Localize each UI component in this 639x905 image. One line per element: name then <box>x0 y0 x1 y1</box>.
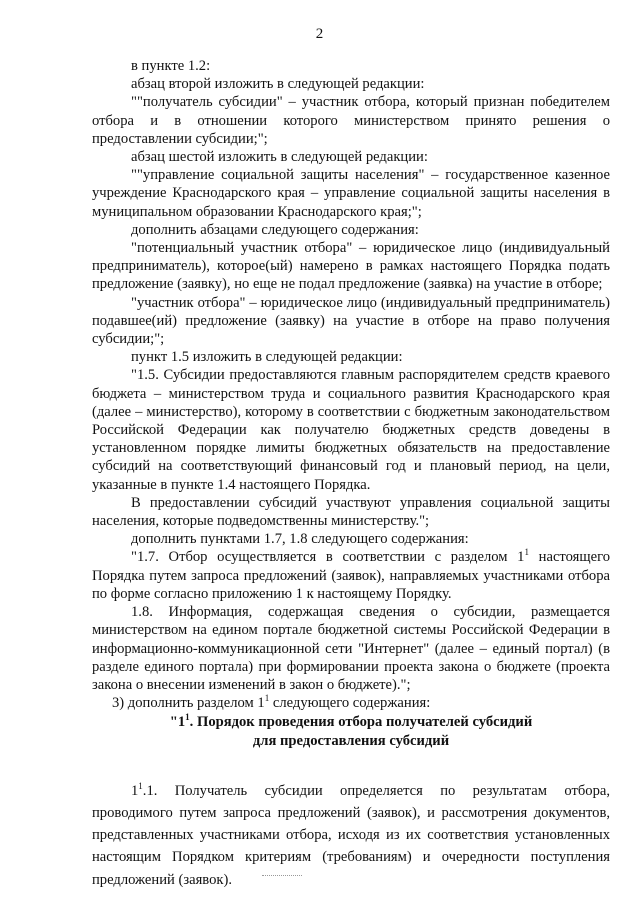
document-body <box>92 57 610 891</box>
paragraph: абзац шестой изложить в следующей редакции: <box>131 149 428 166</box>
paragraph: дополнить пунктами 1.7, 1.8 следующего содержания: <box>131 531 469 548</box>
paragraph: пункт 1.5 изложить в следующей редакции: <box>131 349 403 366</box>
superscript: 1 <box>185 712 190 723</box>
paragraph-add-section <box>92 694 610 712</box>
paragraph: дополнить абзацами следующего содержания: <box>131 221 419 238</box>
paragraph-text: следующего содержания: <box>272 695 431 712</box>
paragraph-text: "1.7. Отбор осуществляется в соответствии с разделом 1 <box>131 549 525 566</box>
paragraph-1-7 <box>92 548 610 603</box>
paragraph: ""управление социальной защиты населения" – государственное казенное учреждение Краснодарского края – управление социальной защиты населения в муниципальном образовании Краснодарского края;"; <box>92 167 610 220</box>
paragraph: ""получатель субсидии" – участник отбора, который признан победителем отбора и в отношении которого министерством принято решения о предоставлении субсидии;"; <box>92 94 610 147</box>
superscript: 1 <box>524 547 529 558</box>
section-content <box>92 780 610 891</box>
section-heading-line1: "$1^1$. Порядок проведения отбора получателей субсидий <box>169 712 533 731</box>
paragraph: в пункте 1.2: <box>131 58 211 74</box>
paragraph-text: 3) дополнить разделом 1 <box>112 695 265 712</box>
paragraph: 1.8. Информация, содержащая сведения о субсидии, размещается министерством на едином портале бюджетной системы Российской Федерации в информационно-коммуникационной сети "Интернет" (далее – единый портал) (в разделе единого портала) при формировании проекта закона о бюджете (проекта закона о внесении изменений в закон о бюджете)."; <box>92 604 610 693</box>
paragraph-text: настоящего Порядка путем запроса предложений (заявок), направляемых участниками отбора по форме согласно приложению 1 к настоящему Порядку. <box>92 549 610 602</box>
paragraph: "участник отбора" – юридическое лицо (индивидуальный предприниматель) подавшее(ий) предложение (заявку) на участие в отборе на право получения субсидии;"; <box>92 294 610 348</box>
paragraph: абзац второй изложить в следующей редакции: <box>131 76 425 93</box>
paragraph: "потенциальный участник отбора" – юридическое лицо (индивидуальный предприниматель), которое(ый) намерено в рамках настоящего Порядка подать предложение (заявку), но еще не подал предложение (заявка) на участие в отборе; <box>92 240 610 293</box>
superscript: 1 <box>264 693 270 704</box>
section-heading-line2: для предоставления субсидий <box>252 732 450 749</box>
paragraph: "1.5. Субсидии предоставляются главным распорядителем средств краевого бюджета – министерством труда и социального развития Краснодарского края (далее – министерство), которому в соответствии с бюджетным законодательством Российской Федерации как получателю бюджетных средств доведены в установленном порядке лимиты бюджетных обязательств на предоставление субсидий на соответствующий финансовый год и плановый период, на цели, указанные в пункте 1.4 настоящего Порядка. <box>92 367 610 493</box>
scan-artifact <box>262 875 302 880</box>
superscript: 1 <box>138 780 143 791</box>
section-heading <box>92 713 610 749</box>
paragraph: В предоставлении субсидий участвуют управления социальной защиты населения, которые подведомственны министерству."; <box>92 494 610 530</box>
paragraph-1-1: $1^1.1$. Получатель субсидии определяется по результатам отбора, проводимого путем запроса предложений (заявок), и рассмотрения документов, представленных участниками отбора, исходя из их соответствия установленных настоящим Порядком критериям (требованиям) и очередности поступления предложений (заявок). <box>92 780 610 888</box>
page-number: 2 <box>315 26 324 42</box>
